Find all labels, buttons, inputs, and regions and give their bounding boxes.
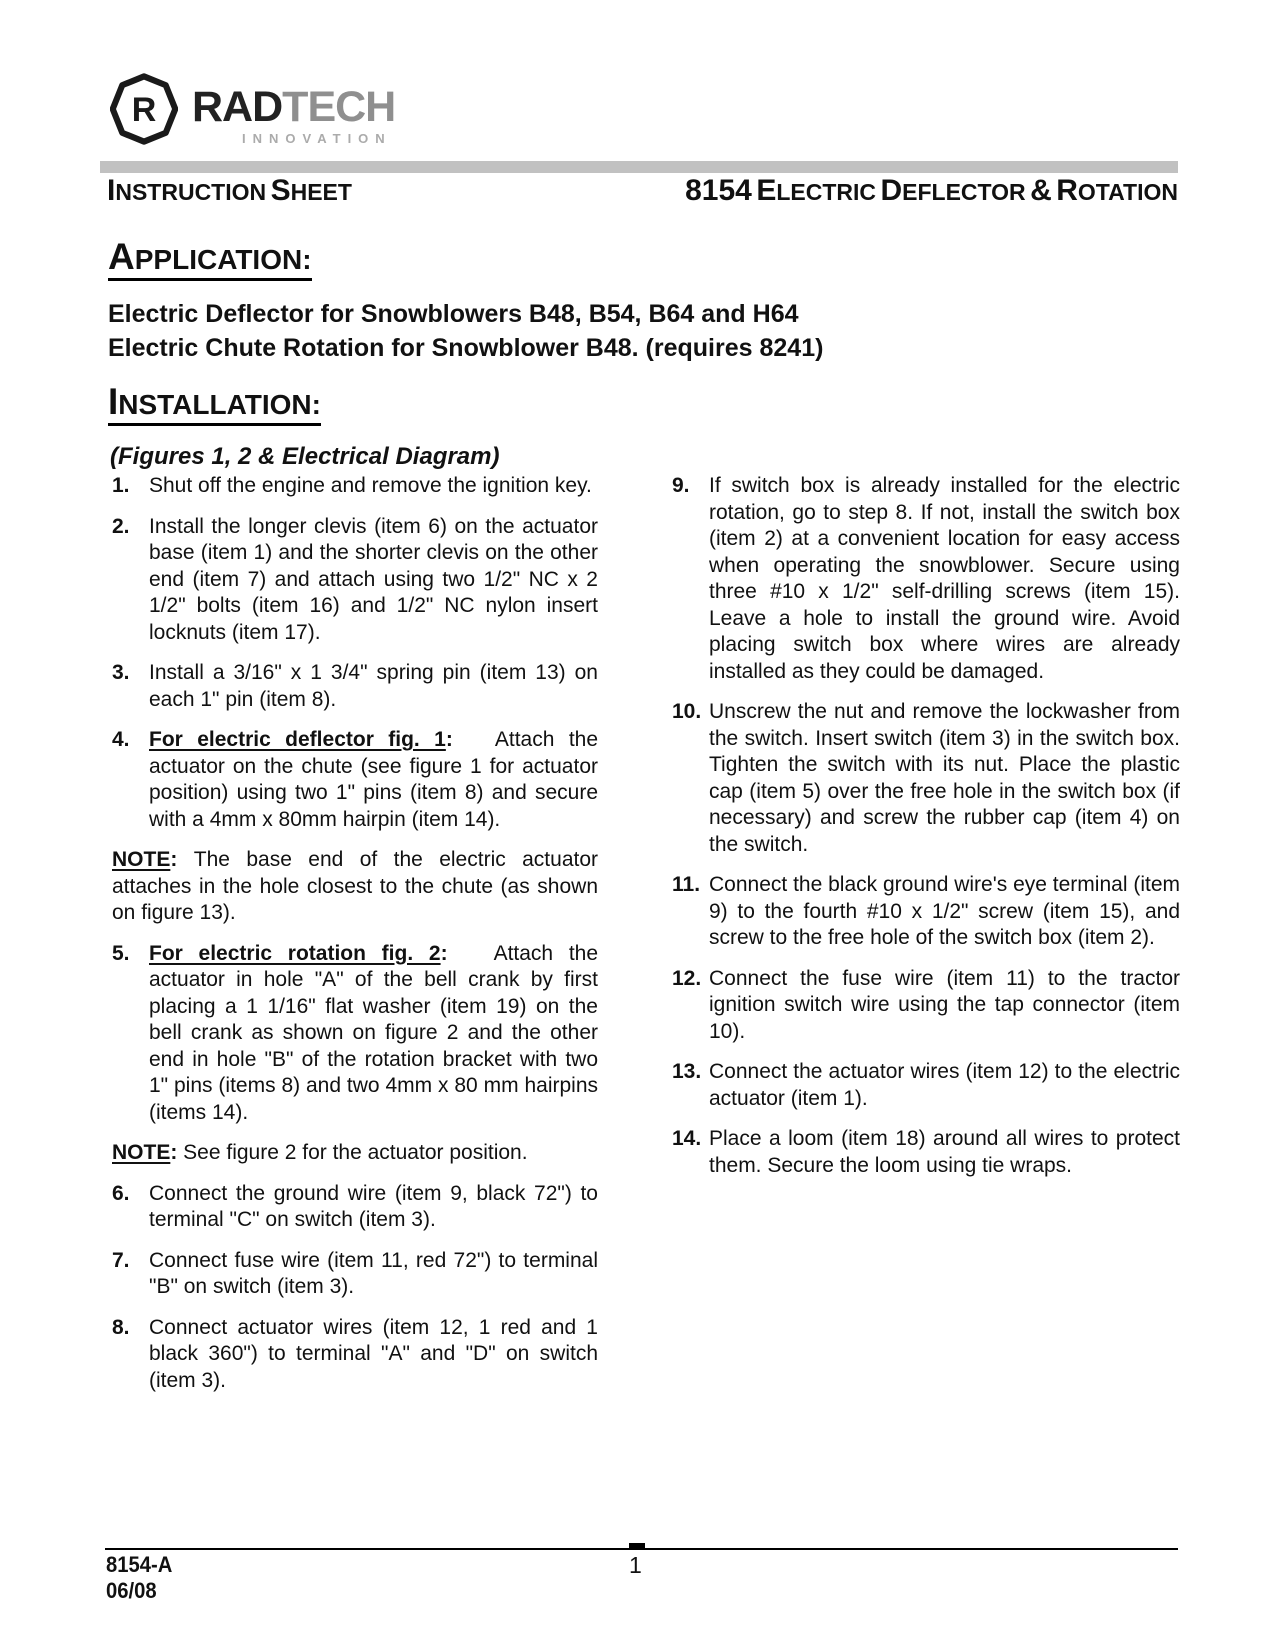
application-description [108, 297, 823, 365]
brand-tagline: INNOVATION [242, 131, 392, 146]
step-number: 12. [672, 966, 702, 990]
installation-subheading: (Figures 1, 2 & Electrical Diagram) [110, 443, 500, 470]
step-number: 3. [112, 661, 130, 684]
radtech-logo [110, 72, 395, 146]
instruction-step [112, 473, 598, 500]
step-number: 7. [112, 1248, 130, 1272]
instruction-step [112, 660, 598, 713]
step-number: 13. [672, 1060, 702, 1083]
instruction-step [112, 1315, 598, 1395]
note-label: NOTE [112, 848, 171, 871]
step-lead-colon: : [440, 941, 448, 965]
instruction-step [112, 1248, 598, 1301]
instruction-step [672, 872, 1180, 952]
application-heading [108, 236, 312, 281]
document-product-title: 8154 ELECTRIC DEFLECTOR & ROTATION [685, 174, 1178, 207]
step-number: 2. [112, 514, 130, 538]
step-text: For electric deflector fig. 1: Attach the actuator on the chute (see figure 1 for actuator position) using two 1" pins (item 8) and secure with a 4mm x 80mm hairpin (item 14). [149, 728, 599, 831]
step-text: Connect the fuse wire (item 11) to the tractor ignition switch wire using the tap connector (item 10). [709, 966, 1180, 1043]
divider-bar [100, 161, 1178, 173]
step-number: 11. [672, 873, 701, 896]
footer-page-number: 1 [629, 1552, 642, 1578]
step-lead-label: For electric rotation fig. 2 [149, 941, 441, 965]
instruction-step [112, 1181, 598, 1234]
step-text: Connect actuator wires (item 12, 1 red and 1 black 360") to terminal "A" and "D" on switch (item 3). [149, 1315, 598, 1392]
footer-rule [105, 1548, 1178, 1550]
instruction-step [672, 1126, 1180, 1179]
step-number: 8. [112, 1315, 130, 1339]
installation-steps-right-column [672, 473, 1180, 1193]
step-text: Shut off the engine and remove the ignition key. [149, 474, 592, 497]
instruction-step [112, 941, 598, 1127]
step-text: Connect fuse wire (item 11, red 72") to terminal "B" on switch (item 3). [149, 1248, 598, 1298]
note-paragraph: NOTE: See figure 2 for the actuator position. [112, 1141, 528, 1164]
step-number: 10. [672, 700, 702, 723]
step-text: Connect the black ground wire's eye terminal (item 9) to the fourth #10 x 1/2" screw (item 15), and screw to the free hole of the switch box (item 2). [709, 873, 1180, 949]
installation-heading [108, 381, 321, 426]
application-heading-text: APPLICATION: [108, 236, 312, 281]
step-text: If switch box is already installed for the electric rotation, go to step 8. If not, install the switch box (item 2) at a convenient location for easy access when operating the snowblower. Secure using three #10 x 1/2" self-drilling screws (item 15). Leave a hole to install the ground wire. Avoid placing switch box where wires are already installed as they could be damaged. [709, 474, 1180, 683]
brand-text [192, 83, 396, 146]
note-label: NOTE [112, 1141, 171, 1164]
step-text: Connect the actuator wires (item 12) to the electric actuator (item 1). [709, 1060, 1180, 1110]
radtech-badge-icon [110, 72, 178, 146]
step-lead-colon: : [445, 728, 453, 751]
step-lead-label: For electric deflector fig. 1 [149, 728, 446, 751]
brand-name-suffix: TECH [282, 83, 396, 131]
installation-steps-left-column [112, 473, 598, 1408]
badge-letter: R [131, 91, 157, 130]
step-text: Install a 3/16" x 1 3/4" spring pin (item 13) on each 1" pin (item 8). [149, 661, 598, 711]
document-type-title: INSTRUCTION SHEET [107, 174, 352, 207]
document-header [107, 174, 1178, 208]
step-number: 6. [112, 1181, 130, 1205]
brand-name [192, 83, 396, 131]
step-number: 1. [112, 474, 130, 497]
note-colon: : [170, 848, 194, 871]
step-number: 14. [672, 1127, 702, 1150]
instruction-step [112, 514, 598, 647]
step-text: Unscrew the nut and remove the lockwasher from the switch. Insert switch (item 3) in the switch box. Tighten the switch with its nut. Place the plastic cap (item 5) over the free hole in the switch box (if necessary) and screw the rubber cap (item 4) on the switch. [709, 700, 1180, 856]
note-paragraph: NOTE: The base end of the electric actuator attaches in the hole closest to the chute (as shown on figure 13). [112, 848, 599, 924]
step-text: For electric rotation fig. 2: Attach the actuator in hole "A" of the bell crank by first placing a 1 1/16" flat washer (item 19) on the bell crank as shown on figure 2 and the other end in hole "B" of the rotation bracket with two 1" pins (items 8) and two 4mm x 80 mm hairpins (items 14). [149, 941, 599, 1124]
instruction-step [672, 1059, 1180, 1112]
instruction-step [112, 727, 598, 833]
application-line-1: Electric Deflector for Snowblowers B48, B54, B64 and H64 [108, 300, 799, 328]
instruction-step [672, 473, 1180, 685]
step-number: 4. [112, 728, 130, 751]
page-number-tick [629, 1543, 645, 1548]
footer-document-code: 8154-A [106, 1552, 173, 1577]
step-text: Place a loom (item 18) around all wires to protect them. Secure the loom using tie wraps. [709, 1127, 1180, 1177]
footer-revision-date: 06/08 [106, 1578, 157, 1603]
step-text: Install the longer clevis (item 6) on the actuator base (item 1) and the shorter clevis on the other end (item 7) and attach using two 1/2" NC x 2 1/2" bolts (item 16) and 1/2" NC nylon insert locknuts (item 17). [149, 514, 598, 644]
instruction-step [672, 966, 1180, 1046]
note-colon: : [170, 1141, 184, 1164]
step-number: 9. [672, 474, 690, 497]
installation-heading-text: INSTALLATION: [108, 381, 321, 426]
step-number: 5. [112, 941, 130, 965]
application-line-2: Electric Chute Rotation for Snowblower B48. (requires 8241) [108, 334, 824, 362]
step-text: Connect the ground wire (item 9, black 72") to terminal "C" on switch (item 3). [149, 1181, 598, 1231]
instruction-step [672, 699, 1180, 858]
brand-name-prefix: RAD [192, 83, 283, 131]
